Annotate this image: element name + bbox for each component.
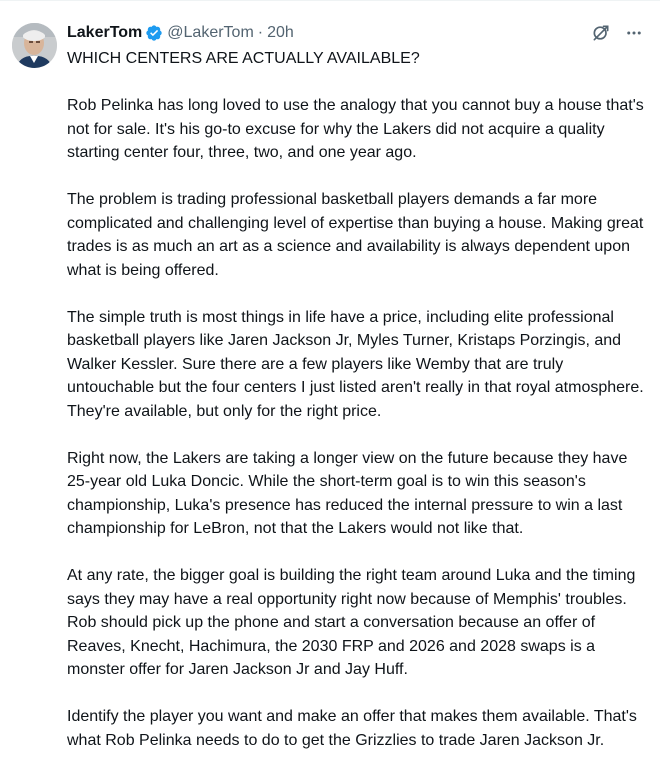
verified-badge-icon [145,24,163,42]
tweet-header [67,21,647,45]
paragraph: The problem is trading professional basketball players demands a far more complicated and challenging level of expertise than buying a house. Making great trades is as much an art as a science and availability is always dependent upon what is being offered. [67,191,644,279]
tweet-text [67,47,647,752]
handle[interactable]: @LakerTom [167,24,254,41]
separator: · [257,24,264,41]
header-actions [591,21,643,45]
paragraph: Identify the player you want and make an offer that makes them available. That's what Rob Pelinka needs to do to get the Grizzlies to trade Jaren Jackson Jr. [67,708,637,749]
more-icon[interactable] [625,24,643,42]
paragraph: Rob Pelinka has long loved to use the analogy that you cannot buy a house that's not for sale. It's his go-to excuse for why the Lakers did not acquire a quality starting center four, three, two, and one year ago. [67,97,644,161]
tweet-content [67,21,647,776]
grok-icon[interactable] [591,23,611,43]
display-name[interactable]: LakerTom [67,24,143,41]
tweet-title: WHICH CENTERS ARE ACTUALLY AVAILABLE? [67,50,420,67]
paragraph: At any rate, the bigger goal is building the right team around Luka and the timing says they may have a real opportunity right now because of Memphis' troubles. Rob should pick up the phone and start a conversation because an offer of Reaves, Knecht, Hachimura, the 2030 FRP and 2026 and 2028 swaps is a monster offer for Jaren Jackson Jr and Jay Huff. [67,567,636,678]
avatar[interactable] [12,23,57,68]
timestamp[interactable]: 20h [267,24,294,41]
paragraph: The simple truth is most things in life have a price, including elite professional basketball players like Jaren Jackson Jr, Myles Turner, Kristaps Porzingis, and Walker Kessler. Sure there are a few players like Wemby that are truly untouchable but the four centers I just listed aren't really in that royal atmosphere. They're available, but only for the right price. [67,308,644,420]
profile-photo-icon [12,23,57,68]
paragraph: Right now, the Lakers are taking a longer view on the future because they have 25-year old Luka Doncic. While the short-term goal is to win this season's championship, Luka's presence has reduced the internal pressure to win a last championship for LeBron, not that the Lakers would not like that. [67,449,628,537]
